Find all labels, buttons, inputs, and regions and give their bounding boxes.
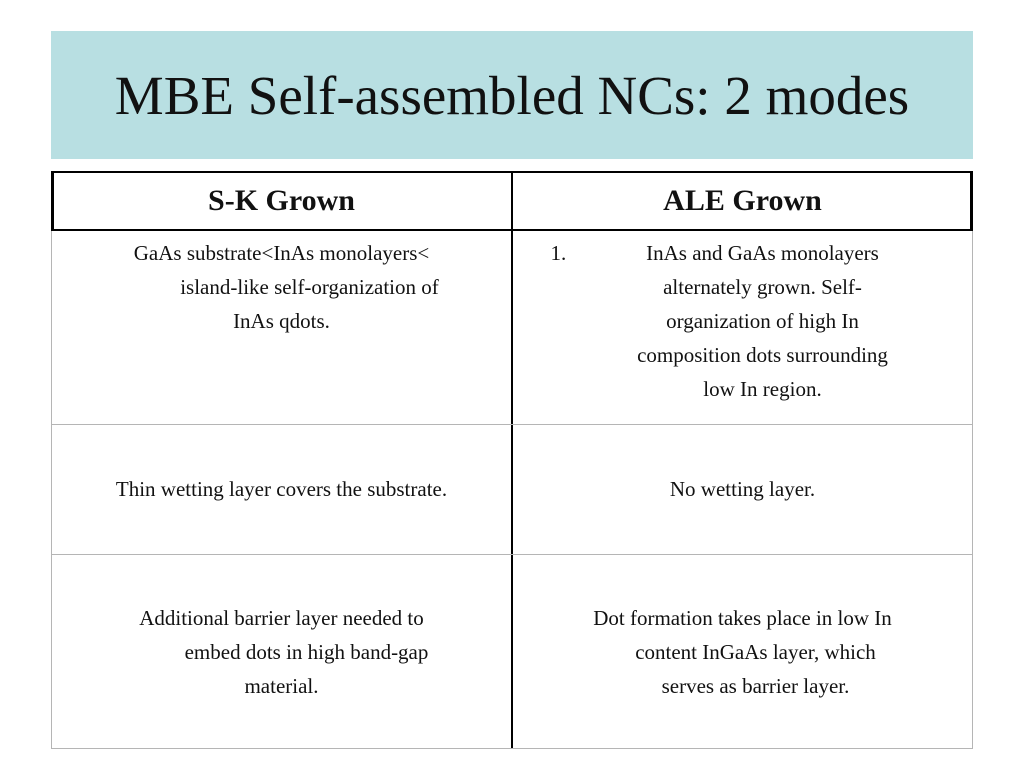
row1-sk-line3: InAs qdots. (233, 309, 330, 333)
row1-ale-list (543, 236, 943, 406)
row1-sk-cell (51, 230, 512, 424)
row3-ale-line3: serves as barrier layer. (661, 674, 850, 698)
row2-ale-text: No wetting layer. (669, 477, 816, 501)
column-divider (511, 171, 513, 749)
row1-sk-text (124, 236, 439, 338)
header-left-border (51, 171, 54, 231)
comparison-table (51, 171, 973, 749)
header-cell-sk (51, 171, 512, 230)
body-left-border (51, 231, 52, 749)
row3-sk-line3: material. (244, 674, 319, 698)
row1-sk-line1: GaAs substrate<InAs monolayers< (133, 241, 430, 265)
row3-ale-cell (512, 554, 973, 749)
row3-sk-text (135, 601, 429, 703)
row1-ale-cell (512, 230, 973, 424)
row1-ale-line5: low In region. (703, 377, 822, 401)
header-cell-ale (512, 171, 973, 230)
row3-sk-cell (51, 554, 512, 749)
row1-ale-list-number: 1. (550, 241, 567, 265)
row1-bottom-border (51, 424, 973, 425)
row1-ale-line2: alternately grown. Self- (663, 275, 862, 299)
row3-sk-line1: Additional barrier layer needed to (139, 606, 424, 630)
header-sk-label: S-K Grown (208, 183, 355, 217)
row2-sk-text: Thin wetting layer covers the substrate. (115, 477, 448, 501)
header-ale-label: ALE Grown (663, 183, 822, 217)
row3-ale-line2: content InGaAs layer, which (635, 640, 876, 664)
row3-ale-text (593, 601, 892, 703)
row1-sk-line2: island-like self-organization of (180, 275, 439, 299)
header-right-border (970, 171, 973, 231)
body-right-border (972, 231, 973, 749)
row1-ale-line3: organization of high In (666, 309, 859, 333)
row2-bottom-border (51, 554, 973, 555)
row1-ale-line4: composition dots surrounding (637, 343, 888, 367)
row2-sk-cell (51, 424, 512, 554)
table-bottom-border (51, 748, 973, 749)
row3-sk-line2: embed dots in high band-gap (184, 640, 429, 664)
row3-ale-line1: Dot formation takes place in low In (593, 606, 892, 630)
row1-ale-line1: InAs and GaAs monolayers (646, 241, 879, 265)
row2-ale-cell (512, 424, 973, 554)
title-banner (51, 31, 973, 159)
slide-title: MBE Self-assembled NCs: 2 modes (114, 64, 910, 126)
